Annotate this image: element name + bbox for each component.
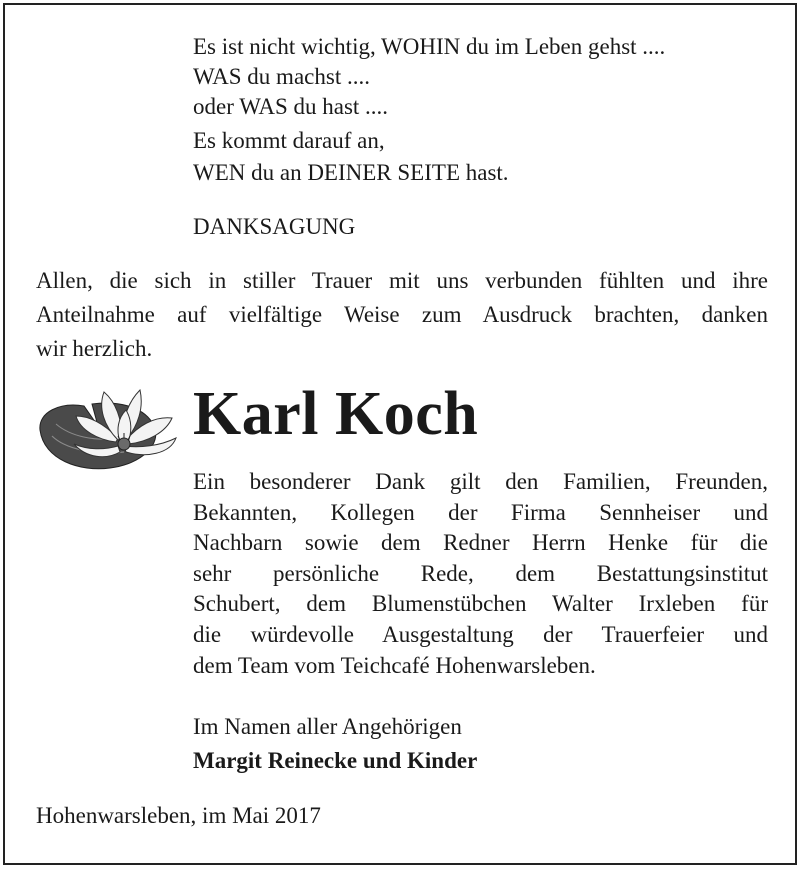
intro-line-1: Allen, die sich in stiller Trauer mit uns verbunden fühlten und ihre (36, 268, 768, 293)
thanks-line-4: sehr persönliche Rede, dem Bestattungsinstitut (193, 560, 768, 586)
motto-line-1: Es ist nicht wichtig, WOHIN du im Leben gehst .... (193, 34, 666, 59)
water-lily-icon (34, 386, 180, 474)
intro-line-2: Anteilnahme auf vielfältige Weise zum Ausdruck brachten, danken (36, 302, 768, 327)
thanks-line-3: Nachbarn sowie dem Redner Herrn Henke für die (193, 530, 768, 556)
place-date: Hohenwarsleben, im Mai 2017 (36, 803, 321, 828)
intro-line-3: wir herzlich. (36, 336, 153, 361)
thanks-line-1: Ein besonderer Dank gilt den Familien, Freunden, (193, 469, 768, 494)
signature-names: Margit Reinecke und Kinder (193, 748, 478, 773)
thanks-line-7: dem Team vom Teichcafé Hohenwarsleben. (193, 652, 596, 678)
signature-preface: Im Namen aller Angehörigen (193, 714, 462, 739)
thanks-line-2: Bekannten, Kollegen der Firma Sennheiser und (193, 499, 768, 525)
motto-line-3: oder WAS du hast .... (193, 94, 389, 119)
deceased-name: Karl Koch (193, 380, 479, 448)
notice-heading: DANKSAGUNG (193, 214, 356, 239)
thanks-line-5: Schubert, dem Blumenstübchen Walter Irxleben für (193, 591, 768, 617)
thanks-paragraph (193, 467, 768, 681)
motto-line-4: Es kommt darauf an, (193, 128, 385, 153)
motto-line-2: WAS du machst .... (193, 64, 370, 89)
motto-line-5: WEN du an DEINER SEITE hast. (193, 160, 509, 185)
thanks-line-6: die würdevolle Ausgestaltung der Trauerfeier und (193, 621, 768, 647)
